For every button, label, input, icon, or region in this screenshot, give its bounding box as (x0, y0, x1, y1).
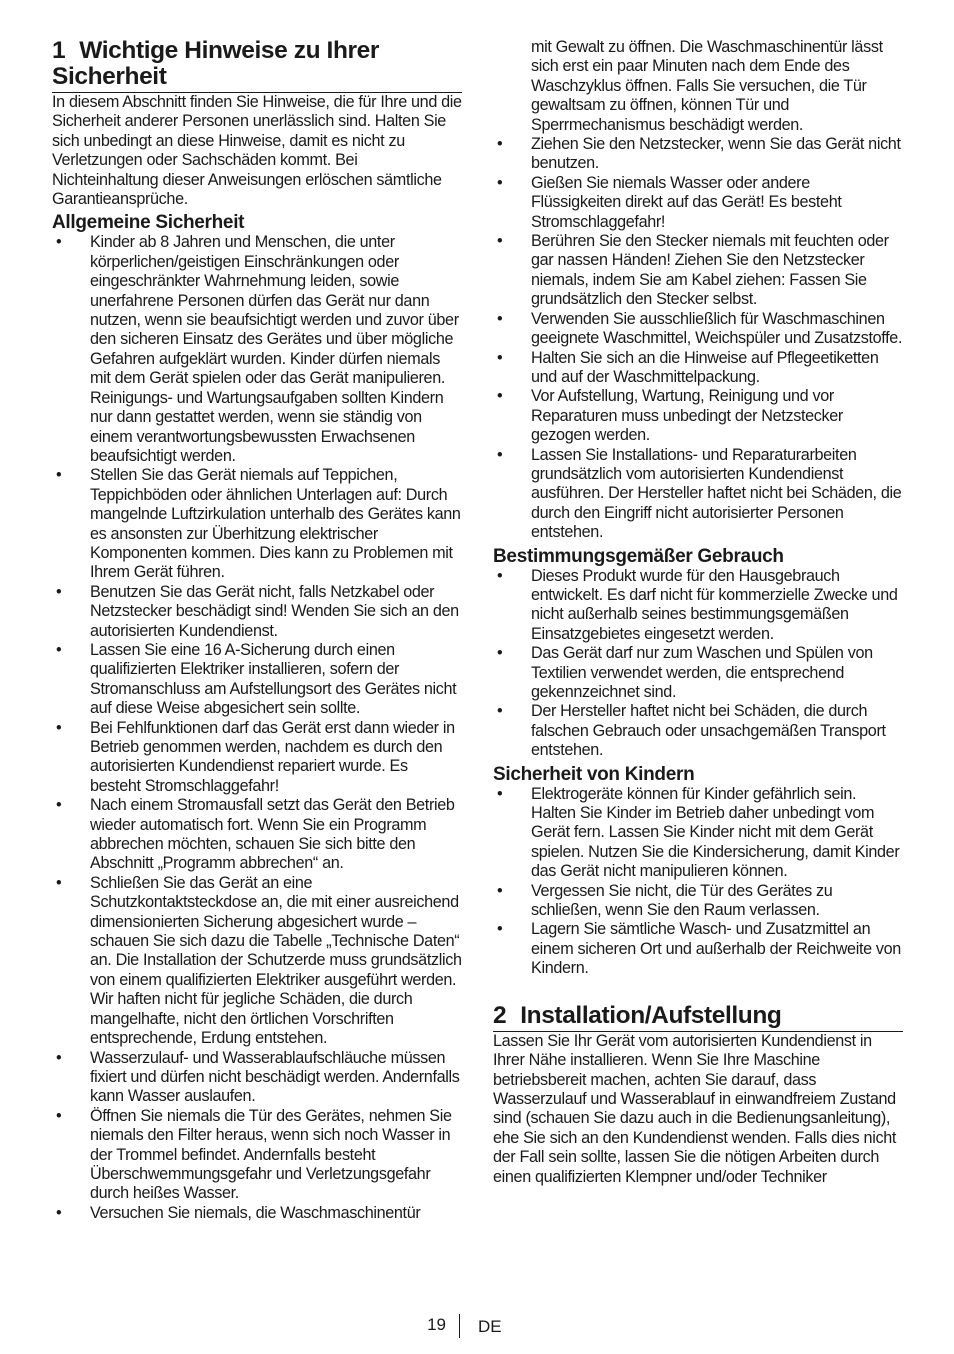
child-safety-list (493, 785, 903, 979)
section-2-heading (493, 1003, 903, 1032)
list-item: • Elektrogeräte können für Kinder gefährlich sein. Halten Sie Kinder im Betrieb daher unbedingt vom Gerät fern. Lassen Sie Kinder nicht mit dem Gerät spielen. Nutzen Sie die Kindersicherung, damit Kinder das Gerät nicht manipulieren können. (493, 785, 903, 882)
list-item: • Der Hersteller haftet nicht bei Schäden, die durch falschen Gebrauch oder unsachgemäßen Transport entstehen. (493, 702, 903, 760)
list-item: • Nach einem Stromausfall setzt das Gerät den Betrieb wieder automatisch fort. Wenn Sie ein Programm abbrechen möchten, schauen Sie sich bitte den Abschnitt „Programm abbrechen“ an. (52, 796, 462, 874)
list-item: • Vor Aufstellung, Wartung, Reinigung und vor Reparaturen muss unbedingt der Netzstecker gezogen werden. (493, 387, 903, 445)
footer-divider (459, 1314, 460, 1338)
section-1-title: Wichtige Hinweise zu Ihrer Sicherheit (52, 37, 380, 90)
intended-use-heading: Bestimmungsgemäßer Gebrauch (493, 545, 784, 567)
page-footer (0, 1314, 954, 1338)
list-item: • Versuchen Sie niemals, die Waschmaschinentür (52, 1204, 462, 1223)
list-item-continuation: mit Gewalt zu öffnen. Die Waschmaschinentür lässt sich erst ein paar Minuten nach dem Ende des Waschzyklus öffnen. Falls Sie versuchen, die Tür gewaltsam zu öffnen, können Tür und Sperrmechanismus beschädigt werden. (531, 38, 883, 134)
list-item: • Verwenden Sie ausschließlich für Waschmaschinen geeignete Waschmittel, Weichspüler und Zusatzstoffe. (493, 310, 903, 349)
list-item: • Lagern Sie sämtliche Wasch- und Zusatzmittel an einem sicheren Ort und außerhalb der Reichweite von Kindern. (493, 920, 903, 978)
list-item: • Öffnen Sie niemals die Tür des Gerätes, nehmen Sie niemals den Filter heraus, wenn sich noch Wasser in der Trommel befindet. Andernfalls besteht Überschwemmungsgefahr und Verletzungsgefahr durch heißes Wasser. (52, 1107, 462, 1204)
list-item: • Schließen Sie das Gerät an eine Schutzkontaktsteckdose an, die mit einer ausreichend dimensionierten Sicherung abgesichert wurde – schauen Sie sich dazu die Tabelle „Technische Daten“ an. Die Installation der Schutzerde muss grundsätzlich von einem qualifizierten Elektriker ausgeführt werden. Wir haften nicht für jegliche Schäden, die durch mangelhafte, nicht den örtlichen Vorschriften entsprechende, Erdung entstehen. (52, 874, 462, 1049)
intended-use-list (493, 567, 903, 761)
list-item: • Das Gerät darf nur zum Waschen und Spülen von Textilien verwendet werden, die entsprechend gekennzeichnet sind. (493, 644, 903, 702)
general-safety-heading: Allgemeine Sicherheit (52, 212, 245, 234)
page-number: 19 (427, 1315, 446, 1334)
list-item: • Bei Fehlfunktionen darf das Gerät erst dann wieder in Betrieb genommen werden, nachdem es durch den autorisierten Kundendienst repariert wurde. Es besteht Stromschlaggefahr! (52, 719, 462, 797)
child-safety-heading: Sicherheit von Kindern (493, 763, 695, 785)
language-code: DE (478, 1317, 502, 1336)
list-item: • Vergessen Sie nicht, die Tür des Gerätes zu schließen, wenn Sie den Raum verlassen. (493, 882, 903, 921)
list-item: • Kinder ab 8 Jahren und Menschen, die unter körperlichen/geistigen Einschränkungen oder eingeschränkter Wahrnehmung leiden, sowie unerfahrene Personen dürfen das Gerät nur dann nutzen, wenn sie beaufsichtigt werden und zuvor über den sicheren Einsatz des Gerätes und über mögliche Gefahren aufgeklärt wurden. Kinder dürfen niemals mit dem Gerät spielen oder das Gerät manipulieren. Reinigungs- und Wartungsaufgaben sollten Kindern nur dann gestattet werden, wenn sie ständig von einem verantwortungsbewussten Erwachsenen beaufsichtigt werden. (52, 233, 462, 466)
list-item: • Ziehen Sie den Netzstecker, wenn Sie das Gerät nicht benutzen. (493, 135, 903, 174)
list-item: • Berühren Sie den Stecker niemals mit feuchten oder gar nassen Händen! Ziehen Sie den Netzstecker niemals, indem Sie am Kabel ziehen: Fassen Sie grundsätzlich den Stecker selbst. (493, 232, 903, 310)
list-item: • Stellen Sie das Gerät niemals auf Teppichen, Teppichböden oder ähnlichen Unterlagen auf: Durch mangelnde Luftzirkulation unterhalb des Gerätes kann es ansonsten zur Überhitzung elektrischer Komponenten kommen. Dies kann zu Problemen mit Ihrem Gerät führen. (52, 466, 462, 582)
section-2-title: Installation/Aufstellung (520, 1001, 782, 1029)
section-1-number: 1 (52, 37, 66, 64)
list-item: • Wasserzulauf- und Wasserablaufschläuche müssen fixiert und dürfen nicht beschädigt werden. Andernfalls kann Wasser auslaufen. (52, 1049, 462, 1107)
list-item: • Dieses Produkt wurde für den Hausgebrauch entwickelt. Es darf nicht für kommerzielle Zwecke und nicht außerhalb seines bestimmungsgemäßen Einsatzgebietes eingesetzt werden. (493, 567, 903, 645)
general-safety-list (52, 233, 462, 1223)
general-safety-list-continued (493, 135, 903, 543)
section-1-intro: In diesem Abschnitt finden Sie Hinweise, die für Ihre und die Sicherheit anderer Personen unerlässlich sind. Halten Sie sich unbedingt an diese Hinweise, damit es nicht zu Verletzungen oder Sachschäden kommt. Bei Nichteinhaltung dieser Anweisungen erlöschen sämtliche Garantieansprüche. (52, 93, 462, 209)
right-column (493, 38, 903, 1187)
section-2-intro: Lassen Sie Ihr Gerät vom autorisierten Kundendienst in Ihrer Nähe installieren. Wenn Sie Ihre Maschine betriebsbereit machen, achten Sie darauf, dass Wasserzulauf und Wasserablauf in einwandfreiem Zustand sind (schauen Sie dazu auch in die Bedienungsanleitung), ehe Sie sich an den Kundendienst wenden. Falls dies nicht der Fall sein sollte, lassen Sie die nötigen Arbeiten durch einen qualifizierten Klempner und/oder Techniker (493, 1031, 897, 1186)
section-2-number: 2 (493, 1001, 507, 1029)
list-item: • Lassen Sie eine 16 A-Sicherung durch einen qualifizierten Elektriker installieren, sofern der Stromanschluss am Aufstellungsort des Gerätes nicht auf diese Weise abgesichert sein sollte. (52, 641, 462, 719)
list-item: • Gießen Sie niemals Wasser oder andere Flüssigkeiten direkt auf das Gerät! Es besteht Stromschlaggefahr! (493, 174, 903, 232)
list-item: • Benutzen Sie das Gerät nicht, falls Netzkabel oder Netzstecker beschädigt sind! Wenden Sie sich an den autorisierten Kundendienst. (52, 583, 462, 641)
list-item: • Halten Sie sich an die Hinweise auf Pflegeetiketten und auf der Waschmittelpackung. (493, 349, 903, 388)
section-1-heading (52, 38, 462, 93)
left-column (52, 38, 462, 1223)
list-item: • Lassen Sie Installations- und Reparaturarbeiten grundsätzlich vom autorisierten Kundendienst ausführen. Der Hersteller haftet nicht bei Schäden, die durch den Eingriff nicht autorisierter Personen entstehen. (493, 446, 903, 543)
